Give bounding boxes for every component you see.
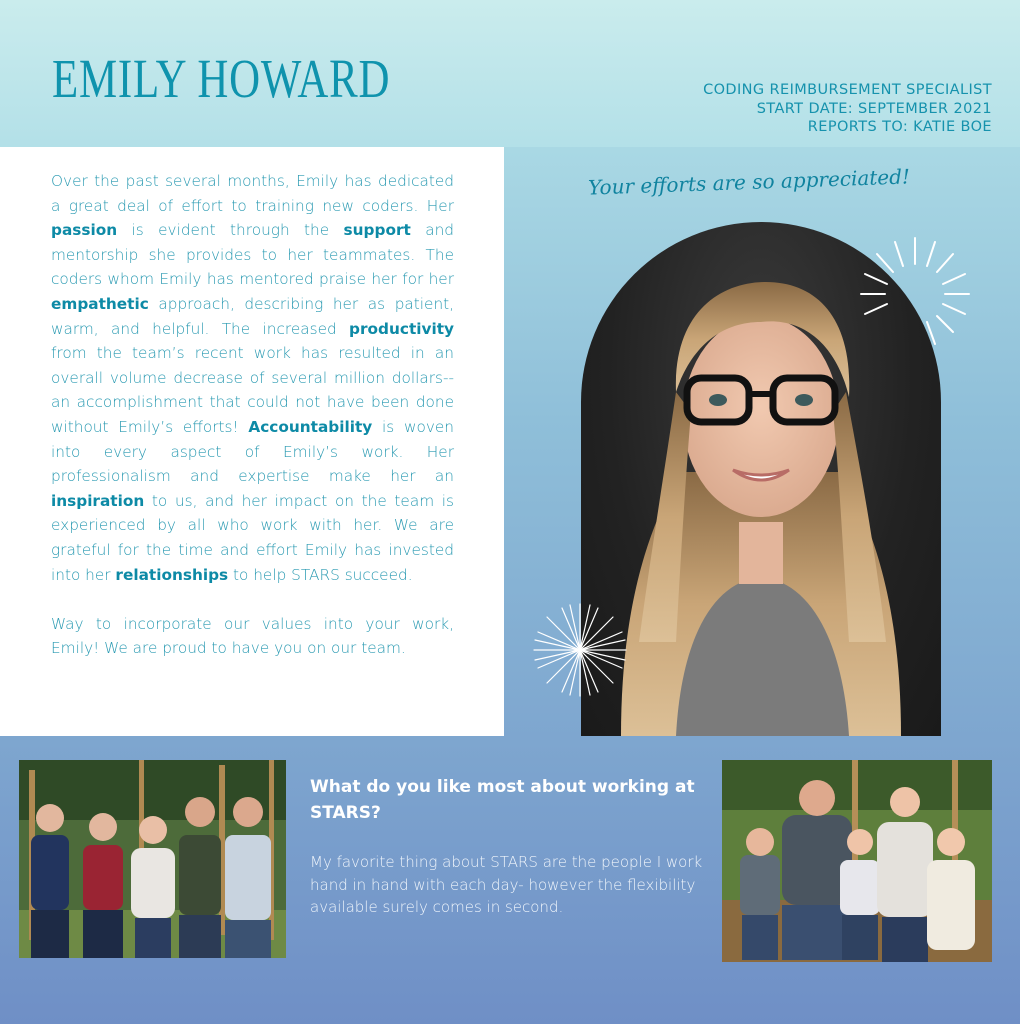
story-segment: approach, describing her as patient, warm, and helpful. The increased xyxy=(51,294,454,338)
employee-name: EMILY HOWARD xyxy=(52,48,391,109)
family-photo-group xyxy=(19,760,286,958)
keyword-support: support xyxy=(343,221,411,240)
story-segment: is evident through the xyxy=(117,221,344,240)
story-segment: and mentorship she provides to her teammates. The coders whom Emily has mentored praise her for her xyxy=(51,221,454,289)
family-photo-kids xyxy=(722,760,992,962)
appreciation-script: Your efforts are so appreciated! xyxy=(587,164,911,200)
start-date: START DATE: SEPTEMBER 2021 xyxy=(756,100,992,117)
story-card xyxy=(0,147,504,736)
story-segment: is woven into every aspect of Emily’s work. Her professionalism and expertise make her an xyxy=(51,417,454,486)
starburst-icon xyxy=(530,600,630,700)
job-info xyxy=(703,81,992,137)
story-paragraph xyxy=(51,169,454,587)
qa-question: What do you like most about working at STARS? xyxy=(310,777,695,823)
story-segment: to help STARS succeed. xyxy=(228,565,413,584)
keyword-accountability: Accountability xyxy=(248,417,373,436)
reports-to: REPORTS TO: KATIE BOE xyxy=(807,119,992,135)
story-segment: from the team’s recent work has resulted in an overall volume decrease of several million dollars-- an accomplishment that could not have been done without Emily’s efforts! xyxy=(51,344,454,436)
keyword-productivity: productivity xyxy=(349,319,454,338)
closing-paragraph: Way to incorporate our values into your work, Emily! We are proud to have you on our team. xyxy=(51,614,454,658)
story-segment: to us, and her impact on the team is experienced by all who work with her. We are grateful for the time and effort Emily has invested into her xyxy=(51,491,454,584)
sparkle-icon xyxy=(855,232,975,352)
keyword-empathetic: empathetic xyxy=(51,294,149,313)
keyword-relationships: relationships xyxy=(115,565,229,584)
story-text xyxy=(51,169,454,661)
job-title: CODING REIMBURSEMENT SPECIALIST xyxy=(703,82,992,98)
kids-photo-illustration xyxy=(722,760,992,962)
qa-answer: My favorite thing about STARS are the people I work hand in hand with each day- however the flexibility available surely comes in second. xyxy=(310,853,703,916)
keyword-passion: passion xyxy=(51,221,118,240)
group-photo-illustration xyxy=(19,760,286,958)
keyword-inspiration: inspiration xyxy=(51,491,145,510)
story-segment: Over the past several months, Emily has dedicated a great deal of effort to training new coders. Her xyxy=(51,172,454,215)
